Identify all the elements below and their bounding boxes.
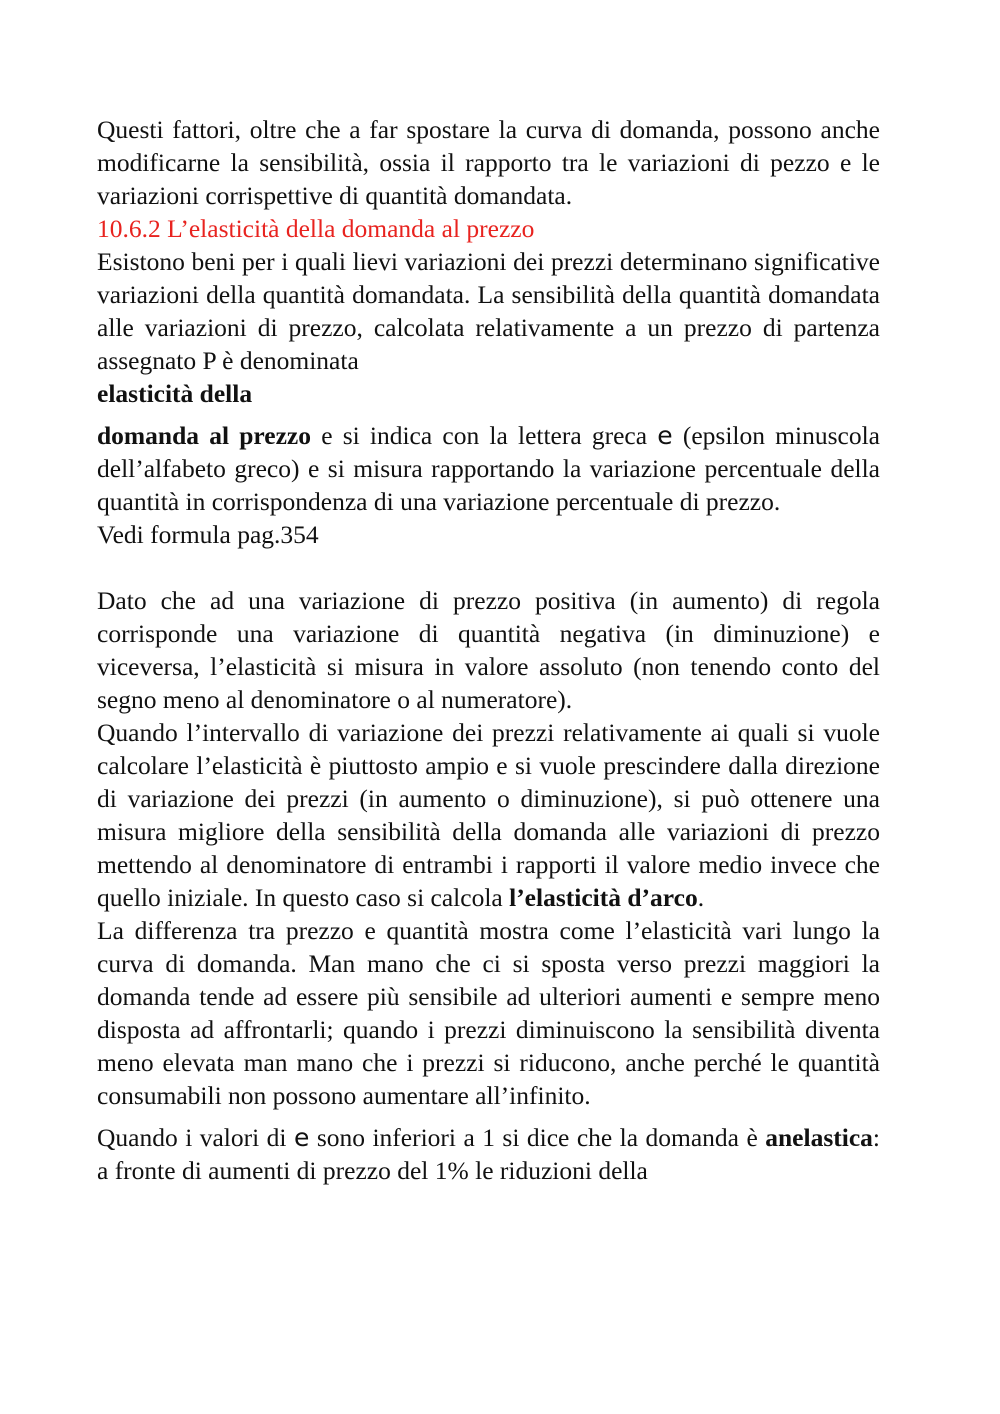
bold-term-price-demand: domanda al prezzo	[97, 421, 311, 450]
paragraph-arc-elasticity	[97, 716, 880, 914]
paragraph-text: .	[697, 883, 705, 912]
blank-line	[97, 551, 880, 584]
formula-reference: Vedi formula pag.354	[97, 520, 319, 549]
document-page	[97, 113, 880, 1187]
bold-term-inelastic: anelastica	[765, 1123, 873, 1152]
spacer	[97, 410, 880, 419]
paragraph-absolute-value: Dato che ad una variazione di prezzo positiva (in aumento) di regola corrisponde una variazione di quantità negativa (in diminuzione) e viceversa, l’elasticità si misura in valore assoluto (non tenendo conto del segno meno al denominatore o al numeratore).	[97, 586, 880, 714]
bold-term-arc-elasticity: l’elasticità d’arco	[509, 883, 698, 912]
paragraph-text: Quando l’intervallo di variazione dei prezzi relativamente ai quali si vuole calcolare l’elasticità è piuttosto ampio e si vuole prescindere dalla direzione di variazione dei prezzi (in aumento o diminuzione), si può ottenere una misura migliore della sensibilità della domanda alle variazioni di prezzo mettendo al denominatore di entrambi i rapporti il valore medio invece che quello iniziale. In questo caso si calcola	[97, 718, 880, 912]
spacer	[97, 1112, 880, 1121]
paragraph-demand-curve: La differenza tra prezzo e quantità mostra come l’elasticità vari lungo la curva di domanda. Man mano che ci si sposta verso prezzi maggiori la domanda tende ad essere più sensibile ad ulteriori aumenti e sempre meno disposta ad affrontarli; quando i prezzi diminuiscono la sensibilità diventa meno elevata man mano che i prezzi si riducono, anche perché le quantità consumabili non possono aumentare all’infinito.	[97, 916, 880, 1110]
paragraph-text: Quando i valori di	[97, 1123, 294, 1152]
paragraph-epsilon	[97, 419, 880, 518]
epsilon-symbol: e	[293, 1123, 310, 1152]
paragraph-text: (epsilon minuscola dell’alfabeto greco) e si misura rapportando la variazione percentuale della quantità in corrispondenza di una variazione percentuale di prezzo.	[97, 421, 881, 516]
epsilon-symbol: e	[657, 421, 673, 450]
paragraph-inelastic	[97, 1121, 880, 1187]
paragraph-elasticity-definition	[97, 245, 880, 410]
paragraph-intro: Questi fattori, oltre che a far spostare la curva di domanda, possono anche modificarne la sensibilità, ossia il rapporto tra le variazioni di pezzo e le variazioni corrispettive di quantità domandata.	[97, 115, 880, 210]
section-heading: 10.6.2 L’elasticità della domanda al prezzo	[97, 214, 535, 243]
bold-term-elasticity: elasticità della	[97, 379, 253, 408]
paragraph-text: sono inferiori a 1 si dice che la domanda è	[309, 1123, 766, 1152]
paragraph-text: e si indica con la lettera greca	[311, 421, 658, 450]
paragraph-text: : a fronte di aumenti di prezzo del 1% le riduzioni della	[97, 1123, 880, 1185]
paragraph-text: Esistono beni per i quali lievi variazioni dei prezzi determinano significative variazioni della quantità domandata. La sensibilità della quantità domandata alle variazioni di prezzo, calcolata relativamente a un prezzo di partenza assegnato P è denominata	[97, 247, 880, 375]
